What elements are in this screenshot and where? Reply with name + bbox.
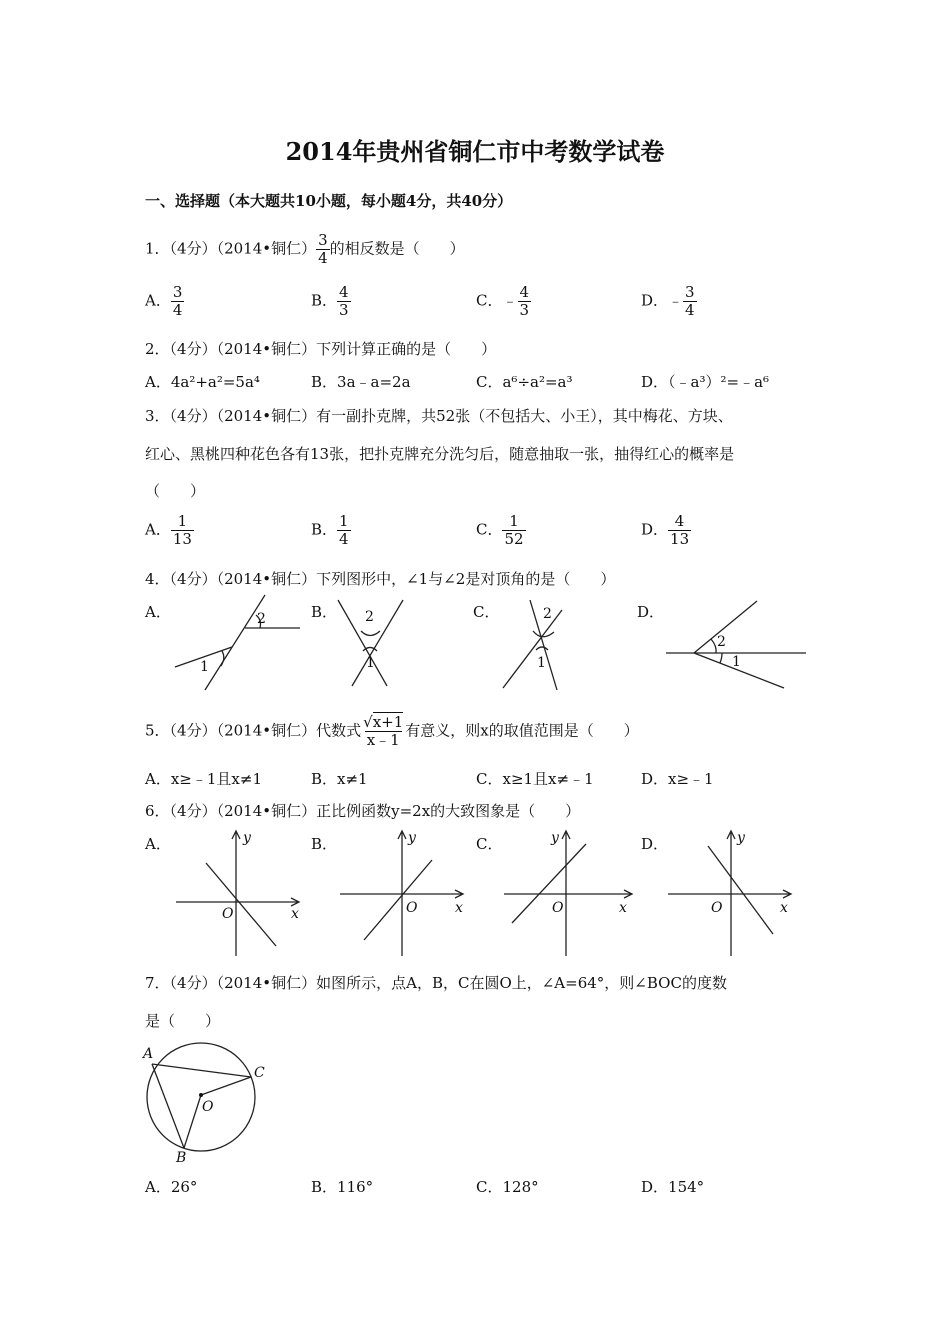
question-1-stem [145, 232, 465, 267]
section-heading: 一、选择题（本大题共10小题，每小题4分，共40分） [145, 192, 513, 210]
question-7-line-2: 是（ ） [145, 1012, 221, 1030]
option-label: D． [641, 770, 669, 788]
question-5-stem [145, 714, 639, 749]
frac-num: 3 [172, 283, 183, 301]
q5-frac-den: x﹣1 [366, 731, 400, 749]
frac-den: 52 [504, 530, 524, 548]
option-text: x≥1且x≠﹣1 [502, 770, 594, 788]
frac-den: 13 [172, 530, 192, 548]
sqrt-radicand: x+1 [372, 713, 404, 731]
y-axis-label: y [551, 830, 559, 846]
point-c-label: C [254, 1065, 265, 1081]
angle-1-label: 1 [366, 655, 375, 671]
option-fraction [668, 513, 691, 548]
origin-label: O [552, 900, 564, 916]
q4-figure-d[interactable] [664, 598, 809, 693]
option-label: A． [145, 291, 171, 310]
option-fraction [171, 513, 194, 548]
option-sign: ﹣ [668, 291, 684, 310]
sqrt-icon: √ [363, 713, 373, 731]
q1-stem-pre: 1．（4分）（2014•铜仁） [145, 239, 317, 258]
q4-figure-c[interactable] [500, 598, 570, 693]
frac-num: 4 [674, 512, 685, 530]
option-label: C． [476, 373, 503, 391]
option-text: 4a²+a²=5a⁴ [170, 373, 260, 391]
q4-option-d-label[interactable]: D． [637, 603, 665, 621]
y-axis-label: y [243, 830, 251, 846]
option-fraction [171, 284, 185, 319]
q5-option-b[interactable] [311, 768, 368, 789]
frac-den: 4 [339, 530, 349, 548]
origin-label: O [406, 900, 418, 916]
option-label: A． [145, 373, 171, 391]
q2-option-d[interactable] [641, 371, 769, 392]
point-b-label: B [176, 1150, 187, 1166]
figure-line [205, 595, 265, 690]
frac-den: 4 [685, 301, 695, 319]
option-label: D． [641, 291, 669, 310]
q7-option-c[interactable] [476, 1176, 539, 1197]
option-label: D． [641, 373, 669, 391]
q4-option-a-label[interactable]: A． [145, 603, 171, 621]
y-axis-label: y [737, 830, 745, 846]
option-label: C． [476, 520, 503, 539]
q5-frac-num [361, 714, 405, 731]
q6-option-a-label[interactable]: A． [145, 835, 171, 853]
function-line [364, 860, 432, 940]
question-4-stem: 4．（4分）（2014•铜仁）下列图形中，∠1与∠2是对顶角的是（ ） [145, 570, 616, 588]
angle-1-label: 1 [200, 659, 209, 675]
q7-option-a[interactable] [145, 1176, 197, 1197]
frac-den: 3 [519, 301, 530, 319]
frac-num: 1 [509, 512, 519, 530]
q6-option-b-label[interactable]: B． [311, 835, 338, 853]
frac-den: 13 [670, 530, 690, 548]
q5-stem-pre: 5．（4分）（2014•铜仁）代数式 [145, 721, 362, 740]
x-axis-label: x [780, 900, 788, 916]
option-text: 116° [337, 1178, 374, 1196]
question-7-line-1: 7．（4分）（2014•铜仁）如图所示，点A，B，C在圆O上，∠A=64°，则∠BOC的度数 [145, 974, 727, 992]
angle-arc [361, 631, 380, 636]
option-text: x≥﹣1 [668, 770, 714, 788]
option-fraction [518, 284, 532, 319]
option-label: B． [311, 770, 338, 788]
angle-1-label: 1 [537, 655, 546, 671]
q4-option-c-label[interactable]: C． [473, 603, 500, 621]
origin-label: O [711, 900, 723, 916]
option-label: B． [311, 520, 338, 539]
option-label: A． [145, 520, 171, 539]
q4-figure-b[interactable] [335, 598, 410, 693]
x-axis-label: x [619, 900, 627, 916]
chord-ac [152, 1064, 251, 1077]
q3-option-a[interactable] [145, 513, 194, 548]
q7-option-d[interactable] [641, 1176, 704, 1197]
question-6-stem: 6．（4分）（2014•铜仁）正比例函数y=2x的大致图象是（ ） [145, 802, 581, 820]
frac-num: 3 [685, 283, 695, 301]
y-axis-label: y [408, 830, 416, 846]
q2-option-c[interactable] [476, 371, 573, 392]
option-text: a⁶÷a²=a³ [502, 373, 573, 391]
q6-graph-b[interactable] [340, 828, 470, 958]
option-label: C． [476, 1178, 503, 1196]
q5-option-d[interactable] [641, 768, 714, 789]
q4-figure-a[interactable] [170, 595, 305, 695]
q1-stem-post: 的相反数是（ ） [329, 239, 465, 258]
x-axis-label: x [291, 906, 299, 922]
x-axis-label: x [455, 900, 463, 916]
option-label: D． [641, 1178, 669, 1196]
q1-frac-num: 3 [318, 231, 328, 249]
q3-option-b[interactable] [311, 513, 351, 548]
option-text: 3a﹣a=2a [337, 373, 411, 391]
function-line [512, 844, 586, 923]
q6-option-d-label[interactable]: D． [641, 835, 669, 853]
function-line [206, 863, 276, 946]
option-text: x≥﹣1且x≠1 [170, 770, 262, 788]
option-text: x≠1 [337, 770, 368, 788]
option-fraction [683, 284, 697, 319]
center-point-icon [199, 1093, 203, 1097]
option-label: B． [311, 291, 338, 310]
q2-option-b[interactable] [311, 371, 411, 392]
chord-ab [152, 1064, 184, 1148]
angle-2-label: 2 [717, 634, 726, 650]
frac-den: 4 [172, 301, 183, 319]
option-text: 26° [170, 1178, 198, 1196]
q6-option-c-label[interactable]: C． [476, 835, 503, 853]
option-fraction [337, 284, 351, 319]
frac-num: 1 [339, 512, 349, 530]
origin-label: O [222, 906, 234, 922]
option-label: D． [641, 520, 669, 539]
q6-graph-c[interactable] [504, 828, 639, 958]
function-line [708, 846, 773, 934]
option-text: 154° [668, 1178, 705, 1196]
figure-line [338, 600, 387, 686]
option-label: A． [145, 1178, 171, 1196]
angle-2-label: 2 [365, 609, 374, 625]
angle-2-label: 2 [257, 611, 266, 627]
q1-option-c[interactable] [476, 284, 531, 319]
q3-option-c[interactable] [476, 513, 526, 548]
figure-line [352, 600, 403, 686]
q5-option-a[interactable] [145, 768, 262, 789]
q6-graph-a[interactable] [176, 828, 306, 958]
q2-option-a[interactable] [145, 371, 260, 392]
q6-graph-d[interactable] [668, 828, 798, 958]
option-label: B． [311, 373, 338, 391]
option-label: C． [476, 291, 503, 310]
angle-1-label: 1 [732, 654, 741, 670]
q1-frac-den: 4 [318, 249, 328, 267]
q5-stem-post: 有意义，则x的取值范围是（ ） [405, 721, 639, 740]
q5-fraction [361, 714, 405, 749]
angle-arc [711, 639, 716, 653]
q4-option-b-label[interactable]: B． [311, 603, 338, 621]
option-label: B． [311, 1178, 338, 1196]
option-fraction [337, 513, 351, 548]
q1-fraction [316, 232, 330, 267]
q1-option-d[interactable] [641, 284, 697, 319]
question-2-stem: 2．（4分）（2014•铜仁）下列计算正确的是（ ） [145, 340, 497, 358]
option-fraction [502, 513, 525, 548]
frac-num: 1 [177, 512, 188, 530]
point-a-label: A [143, 1046, 154, 1062]
option-text: （﹣a³）²=﹣a⁶ [668, 373, 770, 391]
page-title: 2014年贵州省铜仁市中考数学试卷 [285, 137, 665, 166]
q5-option-c[interactable] [476, 768, 594, 789]
radius-oc [201, 1077, 251, 1095]
option-label: A． [145, 770, 171, 788]
angle-2-label: 2 [543, 606, 552, 622]
angle-arc [720, 653, 722, 663]
frac-num: 4 [339, 283, 349, 301]
q1-option-b[interactable] [311, 284, 351, 319]
q7-circle-figure [140, 1040, 275, 1165]
question-3-line-3: （ ） [145, 482, 206, 500]
radius-ob [184, 1095, 201, 1148]
frac-num: 4 [519, 283, 530, 301]
option-sign: ﹣ [502, 291, 518, 310]
q7-option-b[interactable] [311, 1176, 373, 1197]
q1-option-a[interactable] [145, 284, 184, 319]
frac-den: 3 [339, 301, 349, 319]
point-o-label: O [202, 1099, 214, 1115]
angle-arc [536, 647, 548, 650]
question-3-line-1: 3．（4分）（2014•铜仁）有一副扑克牌，共52张（不包括大、小王），其中梅花、方块、 [145, 407, 733, 425]
q3-option-d[interactable] [641, 513, 691, 548]
question-3-line-2: 红心、黑桃四种花色各有13张，把扑克牌充分洗匀后，随意抽取一张，抽得红心的概率是 [145, 445, 735, 463]
option-label: C． [476, 770, 503, 788]
option-text: 128° [502, 1178, 539, 1196]
